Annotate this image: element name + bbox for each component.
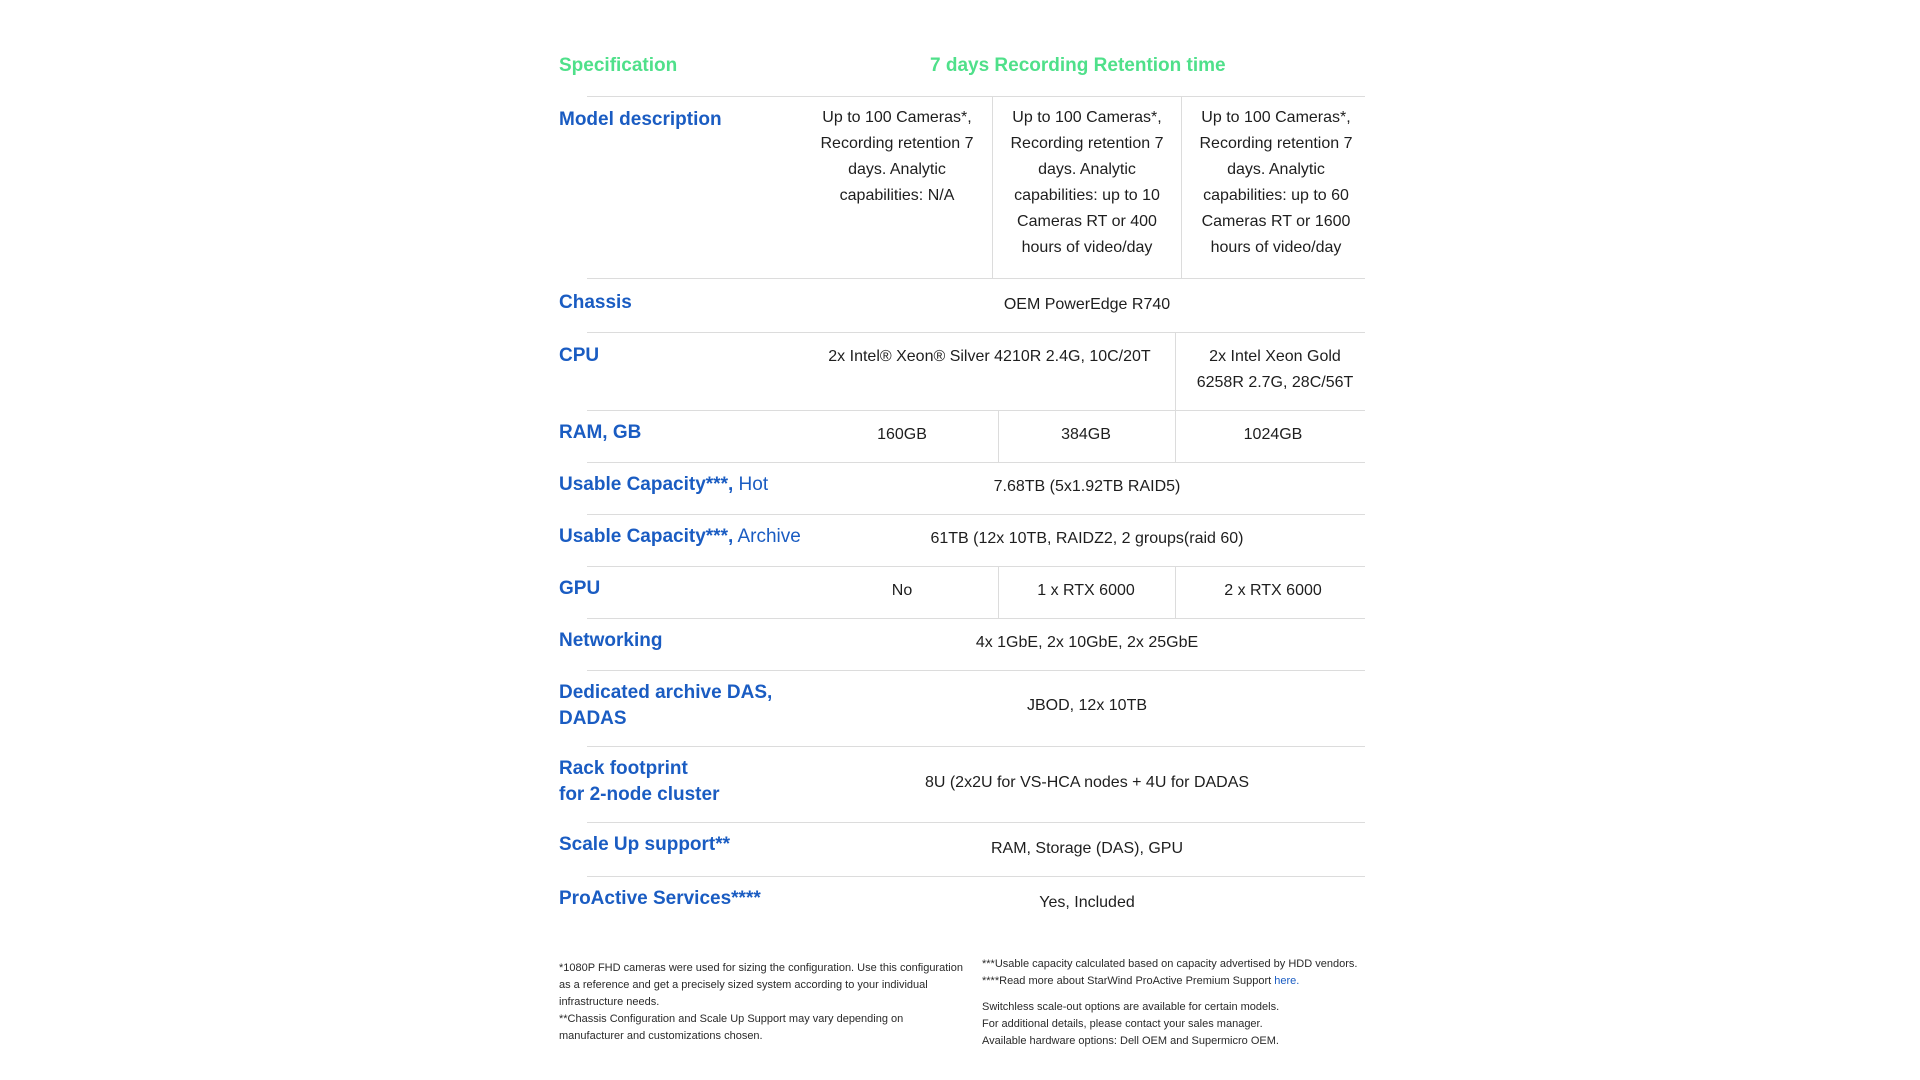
cell-ram-col3: 1024GB [1243,426,1303,443]
cell-gpu-col2: 1 x RTX 6000 [1037,582,1135,599]
divider [587,822,1365,823]
label-model-description: Model description [559,109,722,130]
label-cpu: CPU [559,345,600,366]
cell-capacity-archive: 61TB (12x 10TB, RAIDZ2, 2 groups(raid 60) [930,530,1244,547]
cell-cpu-col12: 2x Intel® Xeon® Silver 4210R 2.4G, 10C/20T [828,348,1151,365]
cell-rack: 8U (2x2U for VS-HCA nodes + 4U for DADAS [924,774,1250,791]
cell-model-col2: Up to 100 Cameras*, Recording retention 7 days. Analytic capabilities: up to 10 Cameras RT or 400 hours of video/day [1010,109,1164,256]
column-divider [992,96,993,278]
footnote-proactive [982,973,1382,990]
footnotes-left [559,960,964,1045]
cell-cpu-col3: 2x Intel Xeon Gold 6258R 2.7G, 28C/56T [1196,348,1354,391]
cell-gpu-col3: 2 x RTX 6000 [1224,582,1322,599]
label-das [559,680,772,732]
label-chassis: Chassis [559,292,632,313]
column-divider [998,410,999,462]
label-capacity-hot-suffix: Hot [738,474,769,495]
divider [587,514,1365,515]
divider [587,332,1365,333]
label-ram: RAM, GB [559,422,642,443]
label-capacity-hot [559,472,768,498]
label-capacity-archive-main: Usable Capacity***, [559,526,734,547]
column-divider [998,566,999,618]
cell-model-col3: Up to 100 Cameras*, Recording retention 7 days. Analytic capabilities: up to 60 Cameras RT or 1600 hours of video/day [1199,109,1353,256]
divider [587,462,1365,463]
footnote-cameras: *1080P FHD cameras were used for sizing the configuration. Use this configuration as a reference and get a precisely sized system according to your individual infrastructure needs. [559,962,963,1008]
divider [587,746,1365,747]
footnote-hardware: Available hardware options: Dell OEM and Supermicro OEM. [982,1035,1279,1047]
footnote-chassis: **Chassis Configuration and Scale Up Support may vary depending on manufacturer and customizations chosen. [559,1013,904,1042]
label-capacity-archive-suffix: Archive [737,526,801,547]
divider [587,618,1365,619]
label-das-line1: Dedicated archive DAS, [559,682,773,703]
footnote-capacity: ***Usable capacity calculated based on capacity advertised by HDD vendors. [982,958,1358,970]
column-divider [1175,332,1176,410]
proactive-support-link[interactable]: here. [1274,975,1300,987]
label-rack-line2: for 2-node cluster [559,784,720,805]
cell-networking: 4x 1GbE, 2x 10GbE, 2x 25GbE [975,634,1199,651]
cell-scale-up: RAM, Storage (DAS), GPU [990,840,1184,857]
label-capacity-hot-main: Usable Capacity***, [559,474,734,495]
cell-das: JBOD, 12x 10TB [1026,697,1148,714]
column-divider [1175,566,1176,618]
label-rack [559,756,719,808]
column-divider [1181,96,1182,278]
label-rack-line1: Rack footprint [559,758,688,779]
cell-chassis: OEM PowerEdge R740 [1003,296,1171,313]
footnotes-right [982,956,1382,1050]
divider [587,410,1365,411]
divider [587,96,1365,97]
label-scale-up: Scale Up support** [559,834,731,855]
label-proactive: ProActive Services**** [559,888,761,909]
divider [587,278,1365,279]
cell-model-col1: Up to 100 Cameras*, Recording retention 7 days. Analytic capabilities: N/A [820,109,974,204]
cell-gpu-col1: No [891,582,913,599]
cell-proactive: Yes, Included [1039,894,1135,911]
footnote-scaleout: Switchless scale-out options are available for certain models. [982,1001,1280,1013]
header-retention: 7 days Recording Retention time [930,55,1226,76]
divider [587,876,1365,877]
label-networking: Networking [559,630,663,651]
cell-capacity-hot: 7.68TB (5x1.92TB RAID5) [993,478,1181,495]
divider [587,566,1365,567]
label-das-line2: DADAS [559,708,627,729]
divider [587,670,1365,671]
cell-ram-col1: 160GB [877,426,927,443]
header-specification: Specification [559,55,678,76]
label-capacity-archive [559,524,801,550]
label-gpu: GPU [559,578,601,599]
column-divider [1175,410,1176,462]
cell-ram-col2: 384GB [1061,426,1111,443]
footnote-contact: For additional details, please contact your sales manager. [982,1018,1263,1030]
footnote-proactive-text: ****Read more about StarWind ProActive Premium Support [982,975,1272,987]
